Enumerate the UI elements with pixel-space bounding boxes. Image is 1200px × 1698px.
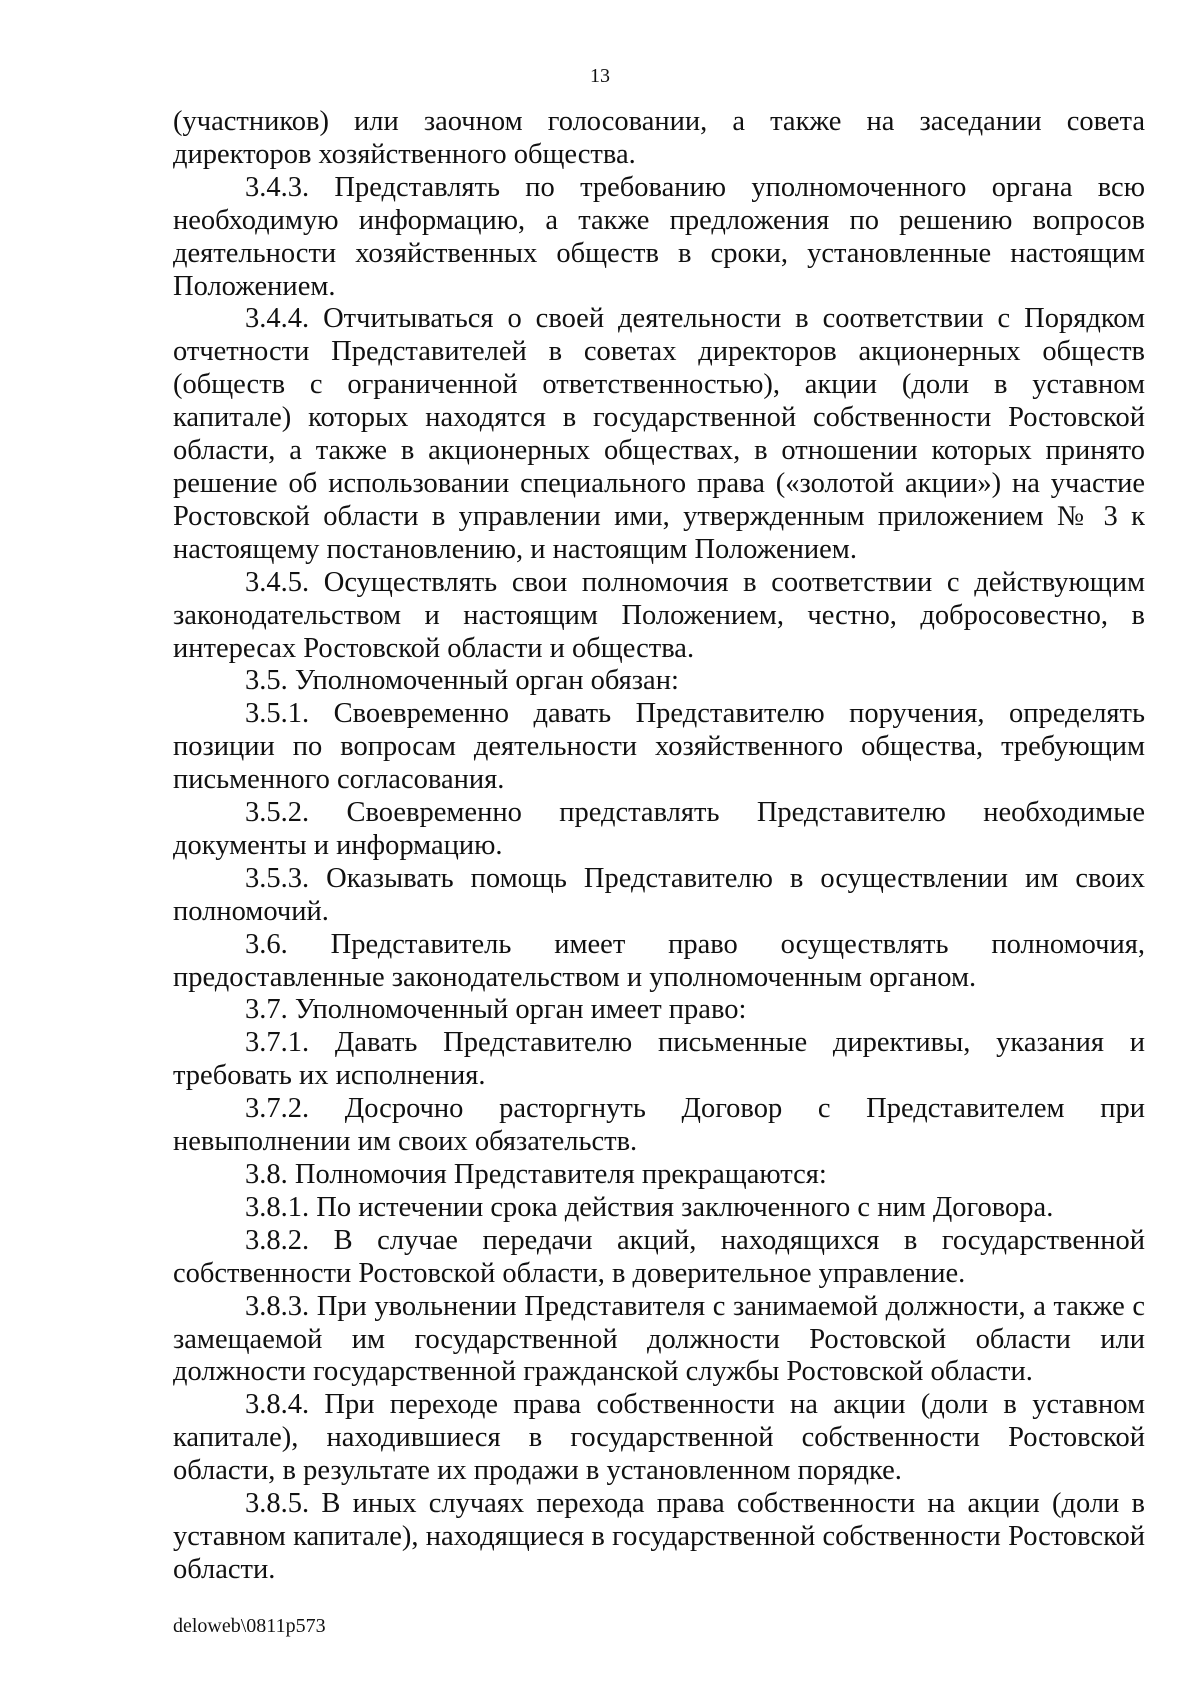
paragraph-continuation: (участников) или заочном голосовании, а также на заседании совета директоров хозяйственного общества. bbox=[173, 106, 1145, 170]
paragraph-3-7-1: 3.7.1. Давать Представителю письменные директивы, указания и требовать их исполнения. bbox=[173, 1027, 1145, 1092]
paragraph-3-8-3: 3.8.3. При увольнении Представителя с занимаемой должности, а также с замещаемой им государственной должности Ростовской области или должности государственной гражданской службы Ростовской области. bbox=[173, 1290, 1145, 1388]
paragraph-3-4-4: 3.4.4. Отчитываться о своей деятельности в соответствии с Порядком отчетности Представителей в советах директоров акционерных обществ (обществ с ограниченной ответственностью), акции (доли в уставном капитале) которых находятся в государственной собственности Ростовской области, а также в акционерных обществах, в отношении которых принято решение об использовании специального права («золотой акции») на участие Ростовской области в управлении ими, утвержденным приложением № 3 к настоящему постановлению, и настоящим Положением. bbox=[173, 303, 1145, 565]
paragraph-3-5: 3.5. Уполномоченный орган обязан: bbox=[245, 665, 679, 697]
page-number: 13 bbox=[590, 65, 610, 87]
paragraph-3-7-2: 3.7.2. Досрочно расторгнуть Договор с Представителем при невыполнении им своих обязательств. bbox=[173, 1093, 1145, 1158]
paragraph-3-8: 3.8. Полномочия Представителя прекращаются: bbox=[245, 1159, 827, 1190]
document-body bbox=[173, 106, 1145, 1587]
paragraph-3-8-5: 3.8.5. В иных случаях перехода права собственности на акции (доли в уставном капитале), находящиеся в государственной собственности Ростовской области. bbox=[173, 1488, 1145, 1585]
paragraph-3-8-1: 3.8.1. По истечении срока действия заключенного с ним Договора. bbox=[245, 1191, 1054, 1223]
paragraph-3-5-3: 3.5.3. Оказывать помощь Представителю в осуществлении им своих полномочий. bbox=[173, 862, 1145, 927]
document-footer-code: deloweb\0811p573 bbox=[173, 1615, 326, 1637]
paragraph-3-8-4: 3.8.4. При переходе права собственности на акции (доли в уставном капитале), находившиеся в государственной собственности Ростовской области, в результате их продажи в установленном порядке. bbox=[173, 1389, 1145, 1487]
paragraph-3-8-2: 3.8.2. В случае передачи акций, находящихся в государственной собственности Ростовской области, в доверительное управление. bbox=[173, 1224, 1145, 1289]
paragraph-3-6: 3.6. Представитель имеет право осуществлять полномочия, предоставленные законодательством и уполномоченным органом. bbox=[173, 928, 1145, 993]
paragraph-3-5-1: 3.5.1. Своевременно давать Представителю поручения, определять позиции по вопросам деятельности хозяйственного общества, требующим письменного согласования. bbox=[173, 698, 1145, 796]
paragraph-3-7: 3.7. Уполномоченный орган имеет право: bbox=[245, 994, 747, 1026]
paragraph-3-5-2: 3.5.2. Своевременно представлять Представителю необходимые документы и информацию. bbox=[173, 797, 1145, 861]
paragraph-3-4-5: 3.4.5. Осуществлять свои полномочия в соответствии с действующим законодательством и настоящим Положением, честно, добросовестно, в интересах Ростовской области и общества. bbox=[173, 566, 1145, 664]
paragraph-3-4-3: 3.4.3. Представлять по требованию уполномоченного органа всю необходимую информацию, а также предложения по решению вопросов деятельности хозяйственных обществ в сроки, установленные настоящим Положением. bbox=[173, 171, 1145, 302]
